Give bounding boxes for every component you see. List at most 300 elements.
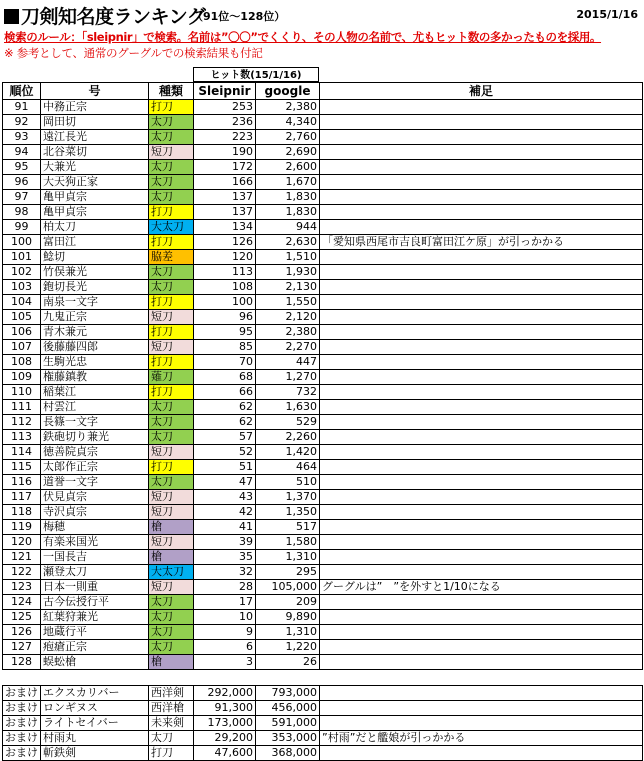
google-cell[interactable]: 2,760 — [256, 130, 320, 145]
rank-cell[interactable]: 105 — [3, 310, 41, 325]
sleipnir-cell[interactable]: 41 — [194, 520, 256, 535]
rank-cell[interactable]: おまけ — [3, 701, 41, 716]
name-cell[interactable]: 稲葉江 — [41, 385, 149, 400]
type-cell[interactable]: 打刀 — [149, 100, 194, 115]
note-cell[interactable] — [320, 625, 643, 640]
rank-cell[interactable]: 106 — [3, 325, 41, 340]
note-cell[interactable] — [320, 565, 643, 580]
rank-cell[interactable]: 127 — [3, 640, 41, 655]
note-cell[interactable] — [320, 160, 643, 175]
table-row — [3, 655, 643, 670]
sleipnir-cell[interactable]: 3 — [194, 655, 256, 670]
sleipnir-cell[interactable]: 17 — [194, 595, 256, 610]
name-cell[interactable]: 長篠一文字 — [41, 415, 149, 430]
sleipnir-cell[interactable]: 62 — [194, 415, 256, 430]
sleipnir-cell[interactable]: 137 — [194, 190, 256, 205]
note-cell[interactable] — [320, 640, 643, 655]
google-cell[interactable]: 2,630 — [256, 235, 320, 250]
rank-cell[interactable]: 93 — [3, 130, 41, 145]
note-cell[interactable] — [320, 505, 643, 520]
type-cell[interactable]: 短刀 — [149, 445, 194, 460]
type-cell[interactable]: 太刀 — [149, 415, 194, 430]
table-row — [3, 175, 643, 190]
google-cell[interactable]: 1,830 — [256, 205, 320, 220]
google-cell[interactable]: 529 — [256, 415, 320, 430]
sleipnir-cell[interactable]: 172 — [194, 160, 256, 175]
google-cell[interactable]: 2,380 — [256, 325, 320, 340]
table-row — [3, 535, 643, 550]
note-cell[interactable] — [320, 145, 643, 160]
table-row — [3, 190, 643, 205]
google-cell[interactable]: 2,270 — [256, 340, 320, 355]
note-cell[interactable]: ”村雨”だと艦娘が引っかかる — [320, 731, 643, 746]
rank-cell[interactable]: 103 — [3, 280, 41, 295]
type-cell[interactable]: 未来剣 — [149, 716, 194, 731]
note-cell[interactable]: 「愛知県西尾市吉良町富田江ケ原」が引っかかる — [320, 235, 643, 250]
table-row — [3, 610, 643, 625]
note-cell[interactable] — [320, 430, 643, 445]
name-cell[interactable]: 梅穂 — [41, 520, 149, 535]
sleipnir-cell[interactable]: 91,300 — [194, 701, 256, 716]
google-cell[interactable]: 1,830 — [256, 190, 320, 205]
rank-cell[interactable]: 124 — [3, 595, 41, 610]
type-cell[interactable]: 太刀 — [149, 190, 194, 205]
google-cell[interactable]: 1,370 — [256, 490, 320, 505]
type-cell[interactable]: 打刀 — [149, 385, 194, 400]
table-row — [3, 280, 643, 295]
type-cell[interactable]: 太刀 — [149, 130, 194, 145]
type-cell[interactable]: 脇差 — [149, 250, 194, 265]
google-cell[interactable]: 2,380 — [256, 100, 320, 115]
type-cell[interactable]: 太刀 — [149, 610, 194, 625]
google-cell[interactable]: 105,000 — [256, 580, 320, 595]
sleipnir-cell[interactable]: 47 — [194, 475, 256, 490]
rank-cell[interactable]: 102 — [3, 265, 41, 280]
sleipnir-cell[interactable]: 108 — [194, 280, 256, 295]
note-cell[interactable] — [320, 686, 643, 701]
sleipnir-cell[interactable]: 166 — [194, 175, 256, 190]
name-cell[interactable]: 紅葉狩兼光 — [41, 610, 149, 625]
table-row — [3, 355, 643, 370]
title-text: 刀剣知名度ランキング — [21, 6, 206, 28]
name-cell[interactable]: 疱瘡正宗 — [41, 640, 149, 655]
sleipnir-cell[interactable]: 51 — [194, 460, 256, 475]
page-title — [4, 2, 205, 29]
name-cell[interactable]: 瀬登太刀 — [41, 565, 149, 580]
note-cell[interactable] — [320, 100, 643, 115]
table-row — [3, 295, 643, 310]
note-cell[interactable] — [320, 701, 643, 716]
type-cell[interactable]: 打刀 — [149, 295, 194, 310]
extra-row — [3, 746, 643, 761]
rank-cell[interactable]: 99 — [3, 220, 41, 235]
sleipnir-cell[interactable]: 39 — [194, 535, 256, 550]
note-cell[interactable] — [320, 265, 643, 280]
name-cell[interactable]: 蜈蚣槍 — [41, 655, 149, 670]
sleipnir-cell[interactable]: 32 — [194, 565, 256, 580]
name-cell[interactable]: 青木兼元 — [41, 325, 149, 340]
type-cell[interactable]: 短刀 — [149, 340, 194, 355]
table-row — [3, 325, 643, 340]
sleipnir-cell[interactable]: 43 — [194, 490, 256, 505]
name-cell[interactable]: 徳善院貞宗 — [41, 445, 149, 460]
hit-count-header: ヒット数(15/1/16) — [193, 67, 319, 82]
type-cell[interactable]: 短刀 — [149, 490, 194, 505]
google-cell[interactable]: 1,220 — [256, 640, 320, 655]
rank-cell[interactable]: おまけ — [3, 731, 41, 746]
note-cell[interactable] — [320, 385, 643, 400]
rank-cell[interactable]: 91 — [3, 100, 41, 115]
rank-cell[interactable]: 94 — [3, 145, 41, 160]
type-cell[interactable]: 太刀 — [149, 731, 194, 746]
sleipnir-cell[interactable]: 29,200 — [194, 731, 256, 746]
sleipnir-cell[interactable]: 236 — [194, 115, 256, 130]
rank-cell[interactable]: おまけ — [3, 746, 41, 761]
rank-cell[interactable]: 107 — [3, 340, 41, 355]
google-cell[interactable]: 1,930 — [256, 265, 320, 280]
rank-cell[interactable]: 108 — [3, 355, 41, 370]
name-cell[interactable]: 北谷菜切 — [41, 145, 149, 160]
sleipnir-cell[interactable]: 96 — [194, 310, 256, 325]
sleipnir-cell[interactable]: 223 — [194, 130, 256, 145]
extra-row — [3, 701, 643, 716]
google-cell[interactable]: 1,630 — [256, 400, 320, 415]
name-cell[interactable]: 鯰切 — [41, 250, 149, 265]
type-cell[interactable]: 太刀 — [149, 595, 194, 610]
rank-cell[interactable]: 120 — [3, 535, 41, 550]
name-cell[interactable]: 亀甲貞宗 — [41, 205, 149, 220]
name-cell[interactable]: ライトセイバー — [41, 716, 149, 731]
sleipnir-cell[interactable]: 68 — [194, 370, 256, 385]
google-cell[interactable]: 295 — [256, 565, 320, 580]
google-cell[interactable]: 2,600 — [256, 160, 320, 175]
name-cell[interactable]: 村雨丸 — [41, 731, 149, 746]
name-cell[interactable]: 大兼光 — [41, 160, 149, 175]
note-cell[interactable] — [320, 610, 643, 625]
name-cell[interactable]: 太郎作正宗 — [41, 460, 149, 475]
rank-cell[interactable]: 116 — [3, 475, 41, 490]
sleipnir-cell[interactable]: 292,000 — [194, 686, 256, 701]
name-cell[interactable]: 古今伝授行平 — [41, 595, 149, 610]
note-cell[interactable] — [320, 475, 643, 490]
google-cell[interactable]: 456,000 — [256, 701, 320, 716]
rank-cell[interactable]: 92 — [3, 115, 41, 130]
sleipnir-cell[interactable]: 113 — [194, 265, 256, 280]
name-cell[interactable]: 寺沢貞宗 — [41, 505, 149, 520]
type-cell[interactable]: 短刀 — [149, 535, 194, 550]
type-cell[interactable]: 打刀 — [149, 746, 194, 761]
table-row — [3, 640, 643, 655]
rank-cell[interactable]: 118 — [3, 505, 41, 520]
google-cell[interactable]: 1,550 — [256, 295, 320, 310]
table-row — [3, 565, 643, 580]
note-cell[interactable] — [320, 340, 643, 355]
col-sleipnir: Sleipnir — [194, 83, 256, 100]
table-row — [3, 475, 643, 490]
table-row — [3, 130, 643, 145]
table-row — [3, 235, 643, 250]
sleipnir-cell[interactable]: 42 — [194, 505, 256, 520]
sleipnir-cell[interactable]: 66 — [194, 385, 256, 400]
note-cell[interactable] — [320, 370, 643, 385]
type-cell[interactable]: 薙刀 — [149, 370, 194, 385]
rank-cell[interactable]: 113 — [3, 430, 41, 445]
google-cell[interactable]: 517 — [256, 520, 320, 535]
sleipnir-cell[interactable]: 70 — [194, 355, 256, 370]
note-cell[interactable] — [320, 205, 643, 220]
table-row — [3, 550, 643, 565]
type-cell[interactable]: 槍 — [149, 655, 194, 670]
rank-cell[interactable]: 98 — [3, 205, 41, 220]
rank-cell[interactable]: おまけ — [3, 716, 41, 731]
rank-cell[interactable]: 121 — [3, 550, 41, 565]
type-cell[interactable]: 太刀 — [149, 115, 194, 130]
name-cell[interactable]: 岡田切 — [41, 115, 149, 130]
rank-cell[interactable]: 104 — [3, 295, 41, 310]
type-cell[interactable]: 打刀 — [149, 355, 194, 370]
type-cell[interactable]: 太刀 — [149, 640, 194, 655]
note-cell[interactable] — [320, 746, 643, 761]
name-cell[interactable]: 九鬼正宗 — [41, 310, 149, 325]
google-cell[interactable]: 793,000 — [256, 686, 320, 701]
name-cell[interactable]: 大天狗正家 — [41, 175, 149, 190]
rank-rows — [3, 100, 643, 670]
google-cell[interactable]: 9,890 — [256, 610, 320, 625]
name-cell[interactable]: 鉄砲切り兼光 — [41, 430, 149, 445]
rank-cell[interactable]: 109 — [3, 370, 41, 385]
type-cell[interactable]: 短刀 — [149, 310, 194, 325]
google-cell[interactable]: 2,120 — [256, 310, 320, 325]
google-cell[interactable]: 447 — [256, 355, 320, 370]
google-cell[interactable]: 1,420 — [256, 445, 320, 460]
table-row — [3, 250, 643, 265]
table-row — [3, 580, 643, 595]
google-cell[interactable]: 591,000 — [256, 716, 320, 731]
rank-cell[interactable]: 115 — [3, 460, 41, 475]
name-cell[interactable]: 後藤藤四郎 — [41, 340, 149, 355]
name-cell[interactable]: 遠江長光 — [41, 130, 149, 145]
name-cell[interactable]: 道誉一文字 — [41, 475, 149, 490]
note-cell[interactable] — [320, 655, 643, 670]
sleipnir-cell[interactable]: 62 — [194, 400, 256, 415]
rank-cell[interactable]: 125 — [3, 610, 41, 625]
name-cell[interactable]: 亀甲貞宗 — [41, 190, 149, 205]
rank-cell[interactable]: おまけ — [3, 686, 41, 701]
google-cell[interactable]: 2,690 — [256, 145, 320, 160]
note-cell[interactable] — [320, 175, 643, 190]
name-cell[interactable]: 伏見貞宗 — [41, 490, 149, 505]
sleipnir-cell[interactable]: 134 — [194, 220, 256, 235]
table-row — [3, 520, 643, 535]
name-cell[interactable]: 鉋切長光 — [41, 280, 149, 295]
rank-cell[interactable]: 117 — [3, 490, 41, 505]
rank-cell[interactable]: 119 — [3, 520, 41, 535]
google-cell[interactable]: 26 — [256, 655, 320, 670]
name-cell[interactable]: 地蔵行平 — [41, 625, 149, 640]
note-cell[interactable] — [320, 445, 643, 460]
name-cell[interactable]: 竹俣兼光 — [41, 265, 149, 280]
note-cell[interactable] — [320, 535, 643, 550]
type-cell[interactable]: 槍 — [149, 550, 194, 565]
rank-cell[interactable]: 97 — [3, 190, 41, 205]
google-cell[interactable]: 1,510 — [256, 250, 320, 265]
rank-cell[interactable]: 114 — [3, 445, 41, 460]
sleipnir-cell[interactable]: 173,000 — [194, 716, 256, 731]
sleipnir-cell[interactable]: 120 — [194, 250, 256, 265]
sleipnir-cell[interactable]: 190 — [194, 145, 256, 160]
google-cell[interactable]: 209 — [256, 595, 320, 610]
type-cell[interactable]: 打刀 — [149, 205, 194, 220]
google-cell[interactable]: 1,310 — [256, 625, 320, 640]
square-bullet-icon — [4, 9, 19, 24]
sleipnir-cell[interactable]: 253 — [194, 100, 256, 115]
note-cell[interactable] — [320, 520, 643, 535]
note-cell[interactable] — [320, 716, 643, 731]
reference-note: ※ 参考として、通常のグーグルでの検索結果も付記 — [4, 46, 263, 60]
type-cell[interactable]: 太刀 — [149, 400, 194, 415]
type-cell[interactable]: 太刀 — [149, 175, 194, 190]
name-cell[interactable]: 中務正宗 — [41, 100, 149, 115]
type-cell[interactable]: 打刀 — [149, 460, 194, 475]
type-cell[interactable]: 太刀 — [149, 430, 194, 445]
type-cell[interactable]: 槍 — [149, 520, 194, 535]
google-cell[interactable]: 368,000 — [256, 746, 320, 761]
search-rule: 検索のルール：「sleipnir」で検索。名前は”〇〇”でくくり、その人物の名前で、尤もヒット数の多かったものを採用。 — [4, 30, 602, 44]
sleipnir-cell[interactable]: 6 — [194, 640, 256, 655]
google-cell[interactable]: 353,000 — [256, 731, 320, 746]
rank-cell[interactable]: 96 — [3, 175, 41, 190]
rank-cell[interactable]: 95 — [3, 160, 41, 175]
ranking-table — [2, 82, 643, 761]
type-cell[interactable]: 太刀 — [149, 625, 194, 640]
name-cell[interactable]: エクスカリバー — [41, 686, 149, 701]
note-cell[interactable] — [320, 190, 643, 205]
sleipnir-cell[interactable]: 85 — [194, 340, 256, 355]
name-cell[interactable]: 柏太刀 — [41, 220, 149, 235]
note-cell[interactable] — [320, 115, 643, 130]
note-cell[interactable] — [320, 250, 643, 265]
rank-cell[interactable]: 123 — [3, 580, 41, 595]
name-cell[interactable]: 村雲江 — [41, 400, 149, 415]
name-cell[interactable]: 一国長吉 — [41, 550, 149, 565]
rank-cell[interactable]: 122 — [3, 565, 41, 580]
name-cell[interactable]: 日本一則重 — [41, 580, 149, 595]
note-cell[interactable] — [320, 415, 643, 430]
rank-cell[interactable]: 112 — [3, 415, 41, 430]
rank-cell[interactable]: 128 — [3, 655, 41, 670]
google-cell[interactable]: 732 — [256, 385, 320, 400]
note-cell[interactable] — [320, 550, 643, 565]
type-cell[interactable]: 打刀 — [149, 235, 194, 250]
rank-cell[interactable]: 101 — [3, 250, 41, 265]
type-cell[interactable]: 太刀 — [149, 280, 194, 295]
sleipnir-cell[interactable]: 126 — [194, 235, 256, 250]
type-cell[interactable]: 太刀 — [149, 160, 194, 175]
sleipnir-cell[interactable]: 28 — [194, 580, 256, 595]
sheet-header — [0, 0, 644, 70]
sleipnir-cell[interactable]: 47,600 — [194, 746, 256, 761]
sleipnir-cell[interactable]: 35 — [194, 550, 256, 565]
note-cell[interactable] — [320, 220, 643, 235]
google-cell[interactable]: 2,260 — [256, 430, 320, 445]
sleipnir-cell[interactable]: 137 — [194, 205, 256, 220]
note-cell[interactable] — [320, 130, 643, 145]
name-cell[interactable]: 有楽来国光 — [41, 535, 149, 550]
table-row — [3, 430, 643, 445]
google-cell[interactable]: 944 — [256, 220, 320, 235]
name-cell[interactable]: 斬鉄剣 — [41, 746, 149, 761]
google-cell[interactable]: 2,130 — [256, 280, 320, 295]
name-cell[interactable]: ロンギヌス — [41, 701, 149, 716]
rank-cell[interactable]: 100 — [3, 235, 41, 250]
note-cell[interactable] — [320, 460, 643, 475]
rank-cell[interactable]: 111 — [3, 400, 41, 415]
table-row — [3, 220, 643, 235]
type-cell[interactable]: 大太刀 — [149, 565, 194, 580]
note-cell[interactable] — [320, 325, 643, 340]
type-cell[interactable]: 西洋槍 — [149, 701, 194, 716]
extra-row — [3, 686, 643, 701]
table-row — [3, 625, 643, 640]
extra-rows — [3, 670, 643, 761]
table-row — [3, 100, 643, 115]
google-cell[interactable]: 1,350 — [256, 505, 320, 520]
sleipnir-cell[interactable]: 100 — [194, 295, 256, 310]
google-cell[interactable]: 1,580 — [256, 535, 320, 550]
type-cell[interactable]: 太刀 — [149, 475, 194, 490]
name-cell[interactable]: 権藤鎮教 — [41, 370, 149, 385]
note-cell[interactable] — [320, 295, 643, 310]
type-cell[interactable]: 大太刀 — [149, 220, 194, 235]
type-cell[interactable]: 短刀 — [149, 145, 194, 160]
type-cell[interactable]: 西洋剣 — [149, 686, 194, 701]
note-cell[interactable] — [320, 490, 643, 505]
sleipnir-cell[interactable]: 52 — [194, 445, 256, 460]
name-cell[interactable]: 生駒光忠 — [41, 355, 149, 370]
google-cell[interactable]: 4,340 — [256, 115, 320, 130]
extra-row — [3, 716, 643, 731]
note-cell[interactable] — [320, 280, 643, 295]
name-cell[interactable]: 富田江 — [41, 235, 149, 250]
note-cell[interactable] — [320, 400, 643, 415]
note-cell[interactable] — [320, 310, 643, 325]
google-cell[interactable]: 1,310 — [256, 550, 320, 565]
table-row — [3, 370, 643, 385]
rank-cell[interactable]: 126 — [3, 625, 41, 640]
google-cell[interactable]: 1,670 — [256, 175, 320, 190]
rank-cell[interactable]: 110 — [3, 385, 41, 400]
type-cell[interactable]: 短刀 — [149, 505, 194, 520]
sleipnir-cell[interactable]: 10 — [194, 610, 256, 625]
name-cell[interactable]: 南泉一文字 — [41, 295, 149, 310]
table-row — [3, 460, 643, 475]
note-cell[interactable]: グーグルは” ”を外すと1/10になる — [320, 580, 643, 595]
sleipnir-cell[interactable]: 57 — [194, 430, 256, 445]
col-name: 号 — [41, 83, 149, 100]
note-cell[interactable] — [320, 355, 643, 370]
sleipnir-cell[interactable]: 9 — [194, 625, 256, 640]
google-cell[interactable]: 464 — [256, 460, 320, 475]
table-row — [3, 340, 643, 355]
type-cell[interactable]: 太刀 — [149, 265, 194, 280]
type-cell[interactable]: 打刀 — [149, 325, 194, 340]
google-cell[interactable]: 510 — [256, 475, 320, 490]
note-cell[interactable] — [320, 595, 643, 610]
sleipnir-cell[interactable]: 95 — [194, 325, 256, 340]
google-cell[interactable]: 1,270 — [256, 370, 320, 385]
col-google: google — [256, 83, 320, 100]
type-cell[interactable]: 短刀 — [149, 580, 194, 595]
